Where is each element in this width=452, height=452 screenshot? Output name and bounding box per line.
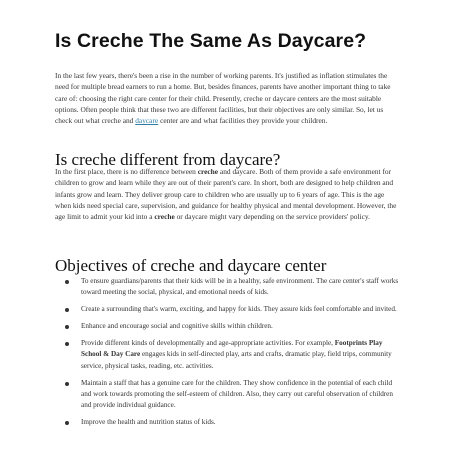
list-item-text: Enhance and encourage social and cognitive skills within children. bbox=[81, 322, 273, 331]
intro-text-end: center are and what facilities they provide your children. bbox=[158, 116, 328, 126]
bold-creche: creche bbox=[197, 167, 219, 176]
list-item-text: Create a surrounding that's warm, exciting, and happy for kids. They assure kids feel comfortable and invited. bbox=[81, 305, 397, 314]
intro-text-start: In the last few years, there's been a rise in the number of working parents. It's justified as inflation stimulates the need for multiple bread earners to run a home. But, besides finances, parents have another important thing to take care of: choosing the right care center for their child. Presently, creche or daycare centers are the most suitable options. Often people think that these two are different facilities, but their objectives are only similar. So, let us check out what creche and bbox=[55, 71, 391, 126]
list-item bbox=[55, 338, 400, 371]
list-item-text: Provide different kinds of developmentally and age-appropriate activities. For example, bbox=[81, 339, 335, 348]
section-heading-objectives: Objectives of creche and daycare center bbox=[55, 256, 327, 275]
list-item-text: Improve the health and nutrition status of kids. bbox=[81, 417, 216, 426]
difference-text: In the first place, there is no difference between bbox=[55, 167, 198, 176]
difference-text: or daycare might vary depending on the service providers' policy. bbox=[174, 212, 370, 222]
difference-paragraph bbox=[55, 166, 400, 222]
bullet-icon bbox=[65, 308, 69, 312]
bullet-icon bbox=[65, 382, 69, 386]
list-item bbox=[55, 276, 400, 298]
list-item bbox=[55, 378, 400, 411]
bullet-icon bbox=[65, 280, 69, 284]
intro-paragraph bbox=[55, 70, 400, 126]
bullet-icon bbox=[65, 325, 69, 329]
objectives-list bbox=[55, 276, 400, 434]
bold-creche: creche bbox=[154, 212, 175, 222]
difference-text: and daycare. Both of them provide a safe environment for children to grow and learn while they are out of their parent's care. In short, both are designed to help children and infants grow and learn. They deliver group care to children who are usually up to 6 years of age. This is the age when kids need special care, supervision, and guidance for healthy physical and mental development. However, the age limit to admit your kid into a bbox=[55, 167, 397, 222]
list-item bbox=[55, 321, 400, 332]
section-heading-difference: Is creche different from daycare? bbox=[55, 150, 281, 169]
article-title: Is Creche The Same As Daycare? bbox=[55, 30, 367, 52]
bold-school-name: Footprints Play School & Day Care bbox=[81, 339, 383, 359]
list-item bbox=[55, 304, 400, 315]
list-item-text: To ensure guardians/parents that their kids will be in a healthy, safe environment. The care center's staff works toward meeting the social, physical, and emotional needs of kids. bbox=[81, 277, 399, 297]
list-item-text: Maintain a staff that has a genuine care for the children. They show confidence in the potential of each child and work towards promoting the self-esteem of children. Also, they carry out careful observation of children and provide individual guidance. bbox=[81, 378, 393, 409]
list-item bbox=[55, 417, 400, 428]
daycare-link[interactable]: daycare bbox=[135, 116, 159, 126]
bullet-icon bbox=[65, 342, 69, 346]
bullet-icon bbox=[65, 421, 69, 425]
list-item-text: engages kids in self-directed play, arts and crafts, dramatic play, field trips, community service, physical tasks, reading, etc. activities. bbox=[81, 350, 392, 370]
